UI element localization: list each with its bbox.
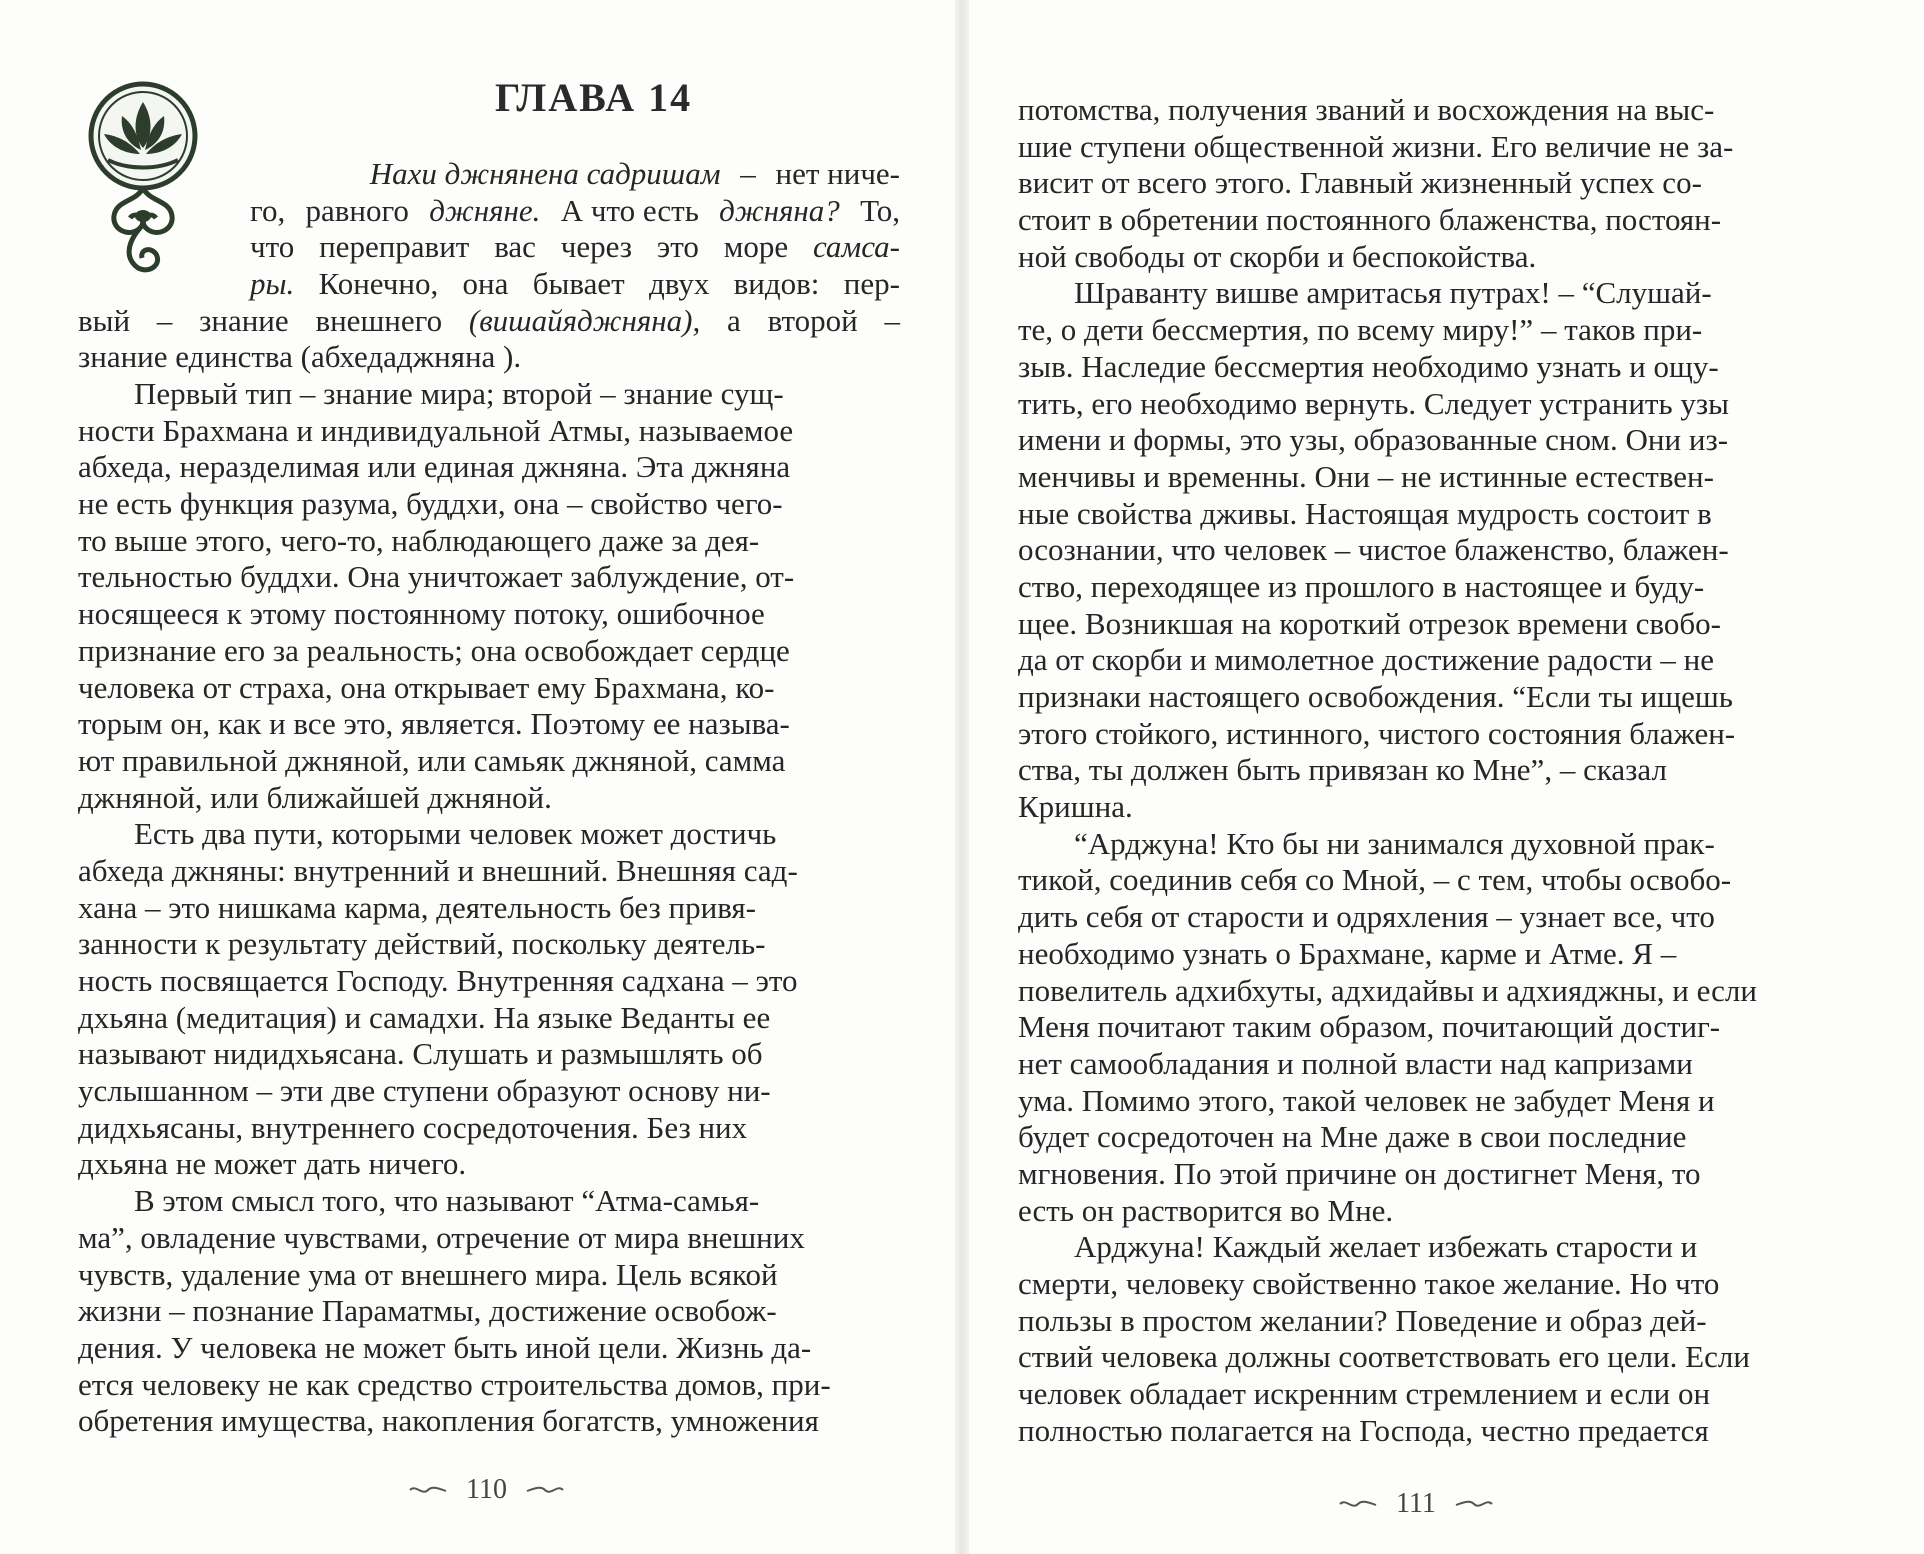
text-line: менчивы и временны. Они – не истинные естествен- [1018, 458, 1714, 494]
text-line: ума. Помимо этого, такой человек не забудет Меня и [1018, 1082, 1715, 1118]
text-line: признание его за реальность; она освобождает сердце [78, 632, 790, 668]
text-line: ется человеку не как средство строительства домов, при- [78, 1366, 831, 1402]
text-line: хана – это нишкама карма, деятельность без привя- [78, 889, 757, 925]
text-line: ма”, овладение чувствами, отречение от мира внешних [78, 1219, 805, 1255]
text-line: мгновения. По этой причине он достигнет Меня, то [1018, 1155, 1701, 1191]
text-line: джняной, или ближайшей джняной. [78, 779, 552, 815]
text-line: жизни – познание Параматмы, достижение освобож- [78, 1293, 777, 1329]
text-line: знание единства (абхедаджняна ). [78, 339, 522, 375]
text-line: торым он, как и все это, является. Поэтому ее называ- [78, 706, 790, 742]
text-line: “Арджуна! Кто бы ни занимался духовной прак- [1074, 825, 1715, 861]
left-page [0, 0, 955, 1554]
text-line: Меня почитают таким образом, почитающий достиг- [1018, 1009, 1721, 1045]
text-line: В этом смысл того, что называют “Атма-самья- [134, 1183, 760, 1219]
text-line: дить себя от старости и одряхления – узнает все, что [1018, 899, 1715, 935]
text-line: ют правильной джняной, или самьяк джняной, самма [78, 742, 786, 778]
left-main-text [78, 376, 900, 1440]
text-line: есть он растворится во Мне. [1018, 1192, 1394, 1228]
text-line: дхьяна (медитация) и самадхи. На языке Веданты ее [78, 999, 771, 1035]
text-line: ство, переходящее из прошлого в настоящее и буду- [1018, 568, 1705, 604]
text-line: вый – знание внешнего (вишайяджняна), а второй – [78, 302, 900, 338]
text-line: Первый тип – знание мира; второй – знание сущ- [134, 376, 784, 411]
text-line: человека от страха, она открывает ему Брахмана, ко- [78, 669, 775, 705]
text-line: дхьяна не может дать ничего. [78, 1146, 467, 1182]
text-line: Кришна. [1018, 789, 1133, 825]
text-line: потомства, получения званий и восхождения на выс- [1018, 92, 1715, 127]
text-line: что переправит вас через это море самса- [250, 229, 900, 265]
text-line: го, равного джняне. А что есть джняна? То, [250, 192, 900, 228]
chapter-title: ГЛАВА 14 [495, 75, 693, 120]
text-line: пользы в простом желании? Поведение и образ дей- [1018, 1302, 1707, 1338]
left-first-paragraph [78, 156, 900, 376]
text-line: осознании, что человек – чистое блаженство, блажен- [1018, 532, 1729, 568]
text-line: тикой, соединив себя со Мной, – с тем, чтобы освобо- [1018, 862, 1732, 898]
text-line: ства, ты должен быть привязан ко Мне”, – сказал [1018, 752, 1667, 788]
text-line: Есть два пути, которыми человек может достичь [134, 816, 777, 852]
text-line: дидхьясаны, внутреннего сосредоточения. Без них [78, 1109, 748, 1145]
text-line: обретения имущества, накопления богатств, умножения [78, 1403, 819, 1439]
text-line: называют нидидхьясана. Слушать и размышлять об [78, 1036, 763, 1072]
text-line: имени и формы, это узы, образованные сном. Они из- [1018, 422, 1729, 458]
text-line: повелитель адхибхуты, адхидайвы и адхияджны, и если [1018, 972, 1757, 1008]
text-line: зыв. Наследие бессмертия необходимо узнать и ощу- [1018, 348, 1719, 384]
text-line: полностью полагается на Господа, честно предается [1018, 1412, 1709, 1448]
book-gutter [955, 0, 969, 1554]
text-line: признаки настоящего освобождения. “Если ты ищешь [1018, 679, 1733, 714]
text-line: Нахи джнянена садришам – нет ниче- [369, 156, 900, 191]
text-line: этого стойкого, истинного, чистого состояния блажен- [1018, 715, 1736, 751]
text-line: дения. У человека не может быть иной цели. Жизнь да- [78, 1329, 812, 1365]
text-line: Шраванту вишве амритасья путрах! – “Слушай- [1074, 275, 1712, 311]
text-line: ные свойства дживы. Настоящая мудрость состоит в [1018, 495, 1712, 531]
flourish-left-icon [1338, 1497, 1378, 1511]
text-line: будет сосредоточен на Мне даже в свои последние [1018, 1119, 1687, 1155]
text-line: то выше этого, чего-то, наблюдающего даже за дея- [78, 522, 760, 558]
page-number-footer [1338, 1488, 1494, 1520]
text-line: те, о дети бессмертия, по всему миру!” – таков при- [1018, 312, 1703, 348]
text-line: висит от всего этого. Главный жизненный успех со- [1018, 165, 1702, 201]
text-line: необходимо узнать о Брахмане, карме и Атме. Я – [1018, 935, 1677, 971]
flourish-right-icon [1454, 1497, 1494, 1511]
text-line: нет самообладания и полной власти над капризами [1018, 1045, 1693, 1081]
text-line: абхеда джняны: внутренний и внешний. Внешняя сад- [78, 852, 798, 888]
page-number: 111 [1396, 1488, 1436, 1519]
right-main-text [1018, 92, 1860, 1449]
text-line: человек обладает искренним стремлением и если он [1018, 1376, 1711, 1412]
text-line: ры. Конечно, она бывает двух видов: пер- [250, 266, 900, 302]
text-line: стоит в обретении постоянного блаженства, постоян- [1018, 202, 1722, 238]
text-line: ной свободы от скорби и беспокойства. [1018, 238, 1537, 274]
text-line: носящееся к этому постоянному потоку, ошибочное [78, 596, 765, 632]
text-line: абхеда, неразделимая или единая джняна. Эта джняна [78, 449, 791, 485]
text-line: щее. Возникшая на короткий отрезок времени свобо- [1018, 605, 1721, 641]
text-line: тельностью буддхи. Она уничтожает заблуждение, от- [78, 559, 795, 595]
text-line: да от скорби и мимолетное достижение радости – не [1018, 642, 1714, 678]
text-line: смерти, человеку свойственно такое желание. Но что [1018, 1266, 1720, 1301]
text-line: не есть функция разума, буддхи, она – свойство чего- [78, 486, 783, 522]
text-line: услышанном – эти две ступени образуют основу ни- [78, 1073, 771, 1109]
flourish-left-icon [408, 1483, 448, 1497]
text-line: занности к результату действий, поскольку деятель- [78, 926, 766, 962]
text-line: ность посвящается Господу. Внутренняя садхана – это [78, 963, 798, 998]
text-line: Арджуна! Каждый желает избежать старости и [1074, 1229, 1698, 1265]
text-line: шие ступени общественной жизни. Его величие не за- [1018, 128, 1734, 164]
text-line: ствий человека должны соответствовать его цели. Если [1018, 1339, 1750, 1375]
text-line: тить, его необходимо вернуть. Следует устранить узы [1018, 385, 1729, 421]
page-number-footer [408, 1474, 565, 1506]
text-line: чувств, удаление ума от внешнего мира. Цель всякой [78, 1256, 778, 1292]
flourish-right-icon [525, 1483, 565, 1497]
text-line: ности Брахмана и индивидуальной Атмы, называемое [78, 412, 794, 448]
page-number: 110 [466, 1474, 507, 1505]
